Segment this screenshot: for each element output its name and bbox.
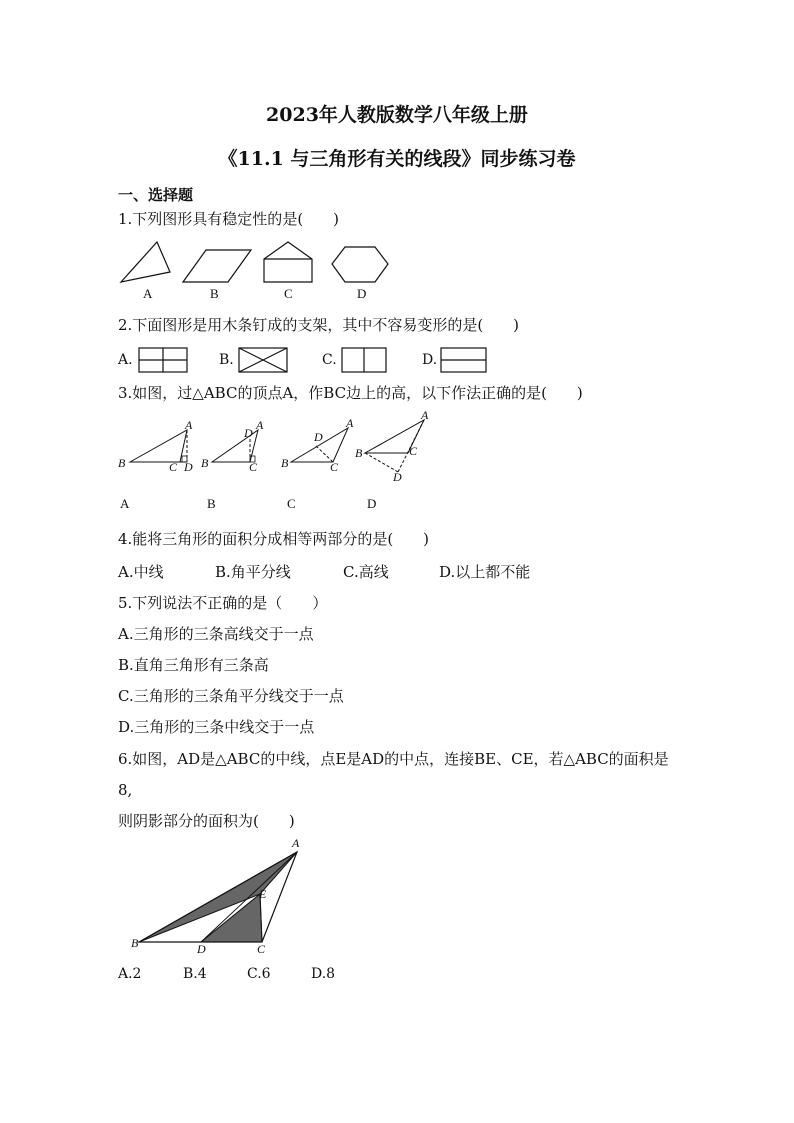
q1-label-b: B — [210, 286, 219, 301]
q6-point-e: E — [259, 887, 267, 901]
q6-figure — [0, 840, 794, 960]
q1-triangle — [121, 242, 170, 282]
q3a-point-c: C — [169, 460, 178, 474]
question-6-text: 6.如图，AD是△ABC的中线，点E是AD的中点，连接BE、CE，若△ABC的面积是 — [118, 750, 669, 768]
q3c-point-c: C — [330, 460, 339, 474]
q3a-point-b: B — [118, 456, 126, 470]
question-1-text: 1.下列图形具有稳定性的是( ) — [118, 210, 340, 228]
q5-option-c: C.三角形的三条角平分线交于一点 — [118, 687, 344, 705]
q3a-point-a: A — [185, 418, 193, 432]
q1-label-a: A — [143, 286, 153, 301]
q4-option-d: D.以上都不能 — [439, 563, 531, 581]
q3-label-a: A — [120, 496, 130, 511]
question-4-text: 4.能将三角形的面积分成相等两部分的是( ) — [118, 530, 430, 548]
question-6-text-2: 则阴影部分的面积为( ) — [118, 812, 295, 830]
q5-option-b: B.直角三角形有三条高 — [118, 656, 269, 674]
q1-house — [264, 242, 312, 282]
q6-option-c: C.6 — [247, 966, 271, 982]
q3b-point-b: B — [201, 456, 209, 470]
q6-point-c: C — [257, 942, 266, 956]
q3a-point-d: D — [184, 460, 193, 474]
q3b-point-a: A — [256, 418, 264, 432]
q1-label-d: D — [357, 286, 367, 301]
q4-option-c: C.高线 — [343, 563, 389, 581]
question-3-text: 3.如图，过△ABC的顶点A，作BC边上的高，以下作法正确的是( ) — [118, 384, 583, 402]
q3d-point-d: D — [393, 470, 402, 484]
q2-label-b: B. — [219, 352, 234, 368]
q1-hexagon — [332, 247, 388, 282]
q1-label-c: C — [284, 286, 293, 301]
q3c-point-b: B — [281, 456, 289, 470]
q6-point-a: A — [292, 836, 300, 850]
q3c-point-d: D — [314, 430, 323, 444]
q5-option-a: A.三角形的三条高线交于一点 — [118, 625, 314, 643]
q6-point-b: B — [131, 936, 139, 950]
q3d-point-a: A — [421, 408, 429, 422]
q2-label-a: A. — [118, 352, 133, 368]
q4-option-b: B.角平分线 — [215, 563, 291, 581]
q2-shapes — [0, 346, 794, 386]
page-subtitle: 《11.1 与三角形有关的线段》同步练习卷 — [218, 148, 576, 170]
q3c-point-a: A — [346, 416, 354, 430]
q6-option-d: D.8 — [311, 966, 336, 982]
question-5-text: 5.下列说法不正确的是（ ） — [118, 594, 328, 612]
q4-option-a: A.中线 — [118, 563, 164, 581]
q3-label-d: D — [367, 496, 377, 511]
q5-option-d: D.三角形的三条中线交于一点 — [118, 718, 315, 736]
q3-label-b: B — [207, 496, 216, 511]
q2-label-c: C. — [322, 352, 337, 368]
section-heading: 一、选择题 — [118, 186, 194, 204]
question-6-text-cont: 8, — [118, 781, 133, 799]
q3b-point-c: C — [249, 460, 258, 474]
question-2-text: 2.下面图形是用木条钉成的支架，其中不容易变形的是( ) — [118, 316, 520, 334]
q6-option-a: A.2 — [118, 966, 142, 982]
q1-parallelogram — [183, 250, 251, 282]
q6-option-b: B.4 — [183, 966, 207, 982]
q6-point-d: D — [197, 942, 206, 956]
q3d-point-b: B — [355, 446, 363, 460]
q3-label-c: C — [287, 496, 296, 511]
page-title: 2023年人教版数学八年级上册 — [266, 104, 528, 126]
q2-label-d: D. — [422, 352, 438, 368]
q3d-point-c: C — [409, 444, 418, 458]
q3b-point-d: D — [244, 426, 253, 440]
